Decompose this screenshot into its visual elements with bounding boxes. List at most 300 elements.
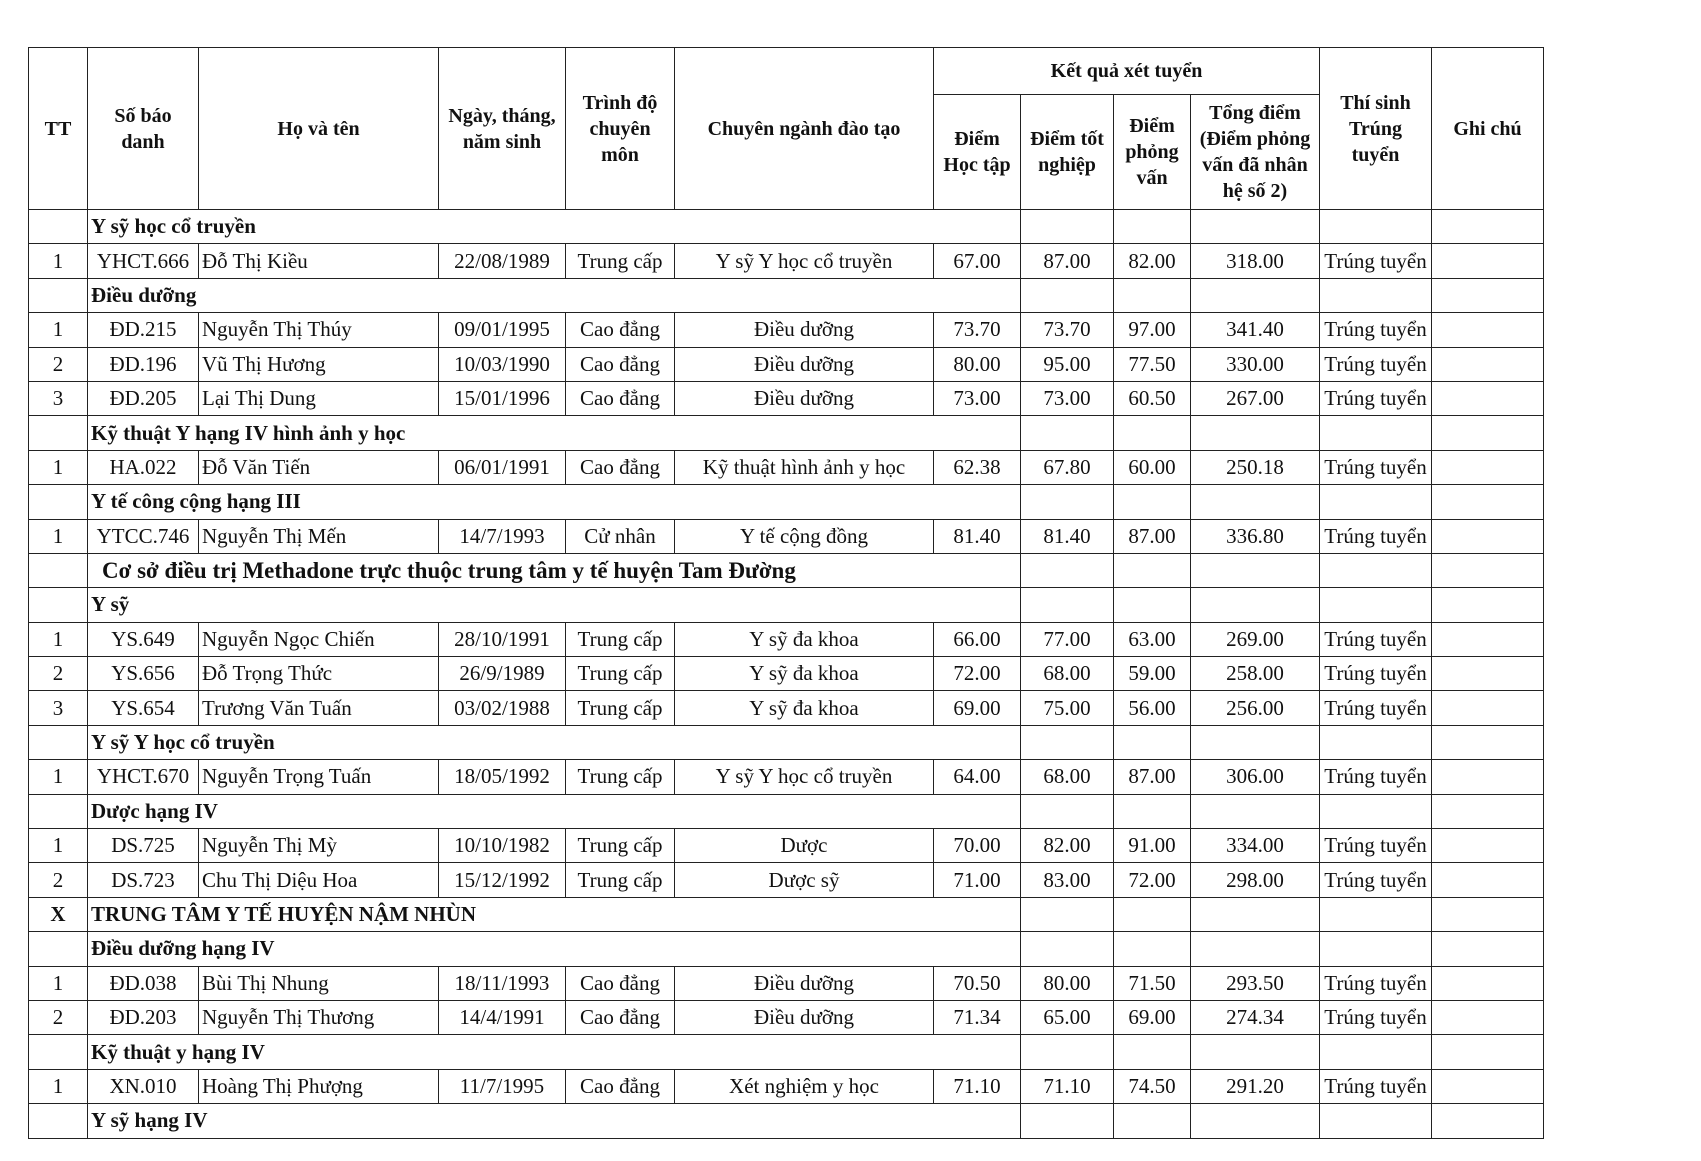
major-cell: Y sỹ Y học cổ truyền (675, 760, 934, 794)
empty-cell (1320, 553, 1432, 587)
table-row (29, 691, 1544, 725)
major-cell: Điều dưỡng (675, 381, 934, 415)
empty-cell (934, 485, 1021, 519)
graduation-score-cell: 65.00 (1021, 1000, 1114, 1034)
passed-cell: Trúng tuyển (1320, 760, 1432, 794)
full-name-cell: Đỗ Trọng Thức (199, 657, 439, 691)
qualification-cell: Cao đẳng (566, 381, 675, 415)
passed-cell: Trúng tuyển (1320, 1000, 1432, 1034)
total-score-cell: 306.00 (1191, 760, 1320, 794)
date-of-birth-cell: 15/12/1992 (439, 863, 566, 897)
tt-cell: 1 (29, 450, 88, 484)
header-study-score: Điểm Học tập (934, 95, 1021, 210)
date-of-birth-cell: 15/01/1996 (439, 381, 566, 415)
full-name-cell: Chu Thị Diệu Hoa (199, 863, 439, 897)
header-qualification: Trình độ chuyên môn (566, 48, 675, 210)
group-heading: Điều dưỡng (88, 278, 934, 312)
date-of-birth-cell: 09/01/1995 (439, 313, 566, 347)
empty-cell (1021, 588, 1114, 622)
study-score-cell: 73.70 (934, 313, 1021, 347)
major-cell: Dược (675, 829, 934, 863)
table-row (29, 622, 1544, 656)
empty-cell (1114, 1104, 1191, 1138)
qualification-cell: Trung cấp (566, 691, 675, 725)
study-score-cell: 72.00 (934, 657, 1021, 691)
study-score-cell: 73.00 (934, 381, 1021, 415)
table-row (29, 863, 1544, 897)
empty-cell (1320, 897, 1432, 931)
group-heading-row (29, 416, 1544, 450)
empty-cell (1114, 553, 1191, 587)
candidate-number-cell: XN.010 (88, 1069, 199, 1103)
empty-cell (934, 932, 1021, 966)
empty-cell (1432, 553, 1544, 587)
tt-cell (29, 1104, 88, 1138)
unit-heading-row (29, 553, 1544, 587)
graduation-score-cell: 68.00 (1021, 760, 1114, 794)
graduation-score-cell: 75.00 (1021, 691, 1114, 725)
graduation-score-cell: 83.00 (1021, 863, 1114, 897)
note-cell (1432, 760, 1544, 794)
empty-cell (934, 588, 1021, 622)
full-name-cell: Vũ Thị Hương (199, 347, 439, 381)
qualification-cell: Cao đẳng (566, 1000, 675, 1034)
header-candidate-number: Số báo danh (88, 48, 199, 210)
note-cell (1432, 622, 1544, 656)
passed-cell: Trúng tuyển (1320, 244, 1432, 278)
tt-cell: 2 (29, 657, 88, 691)
passed-cell: Trúng tuyển (1320, 1069, 1432, 1103)
tt-cell: 1 (29, 829, 88, 863)
note-cell (1432, 1000, 1544, 1034)
total-score-cell: 318.00 (1191, 244, 1320, 278)
empty-cell (1114, 210, 1191, 244)
empty-cell (1021, 1104, 1114, 1138)
interview-score-cell: 87.00 (1114, 760, 1191, 794)
empty-cell (1432, 210, 1544, 244)
empty-cell (1320, 416, 1432, 450)
date-of-birth-cell: 03/02/1988 (439, 691, 566, 725)
tt-cell: 3 (29, 381, 88, 415)
empty-cell (1191, 210, 1320, 244)
empty-cell (1320, 278, 1432, 312)
table-row (29, 966, 1544, 1000)
table-row (29, 1000, 1544, 1034)
empty-cell (1191, 1035, 1320, 1069)
table-row (29, 381, 1544, 415)
tt-cell (29, 416, 88, 450)
empty-cell (1320, 485, 1432, 519)
table-row (29, 450, 1544, 484)
major-cell: Y sỹ đa khoa (675, 657, 934, 691)
group-heading: Y sỹ (88, 588, 934, 622)
date-of-birth-cell: 14/7/1993 (439, 519, 566, 553)
note-cell (1432, 450, 1544, 484)
note-cell (1432, 691, 1544, 725)
study-score-cell: 67.00 (934, 244, 1021, 278)
empty-cell (934, 897, 1021, 931)
qualification-cell: Cao đẳng (566, 313, 675, 347)
empty-cell (1320, 588, 1432, 622)
total-score-cell: 293.50 (1191, 966, 1320, 1000)
date-of-birth-cell: 18/05/1992 (439, 760, 566, 794)
group-heading-row (29, 932, 1544, 966)
full-name-cell: Lại Thị Dung (199, 381, 439, 415)
empty-cell (1432, 1035, 1544, 1069)
study-score-cell: 71.34 (934, 1000, 1021, 1034)
results-document (28, 47, 1544, 1139)
date-of-birth-cell: 18/11/1993 (439, 966, 566, 1000)
interview-score-cell: 56.00 (1114, 691, 1191, 725)
date-of-birth-cell: 10/10/1982 (439, 829, 566, 863)
passed-cell: Trúng tuyển (1320, 313, 1432, 347)
interview-score-cell: 87.00 (1114, 519, 1191, 553)
note-cell (1432, 347, 1544, 381)
empty-cell (1021, 416, 1114, 450)
tt-cell (29, 588, 88, 622)
table-row (29, 829, 1544, 863)
graduation-score-cell: 95.00 (1021, 347, 1114, 381)
interview-score-cell: 82.00 (1114, 244, 1191, 278)
empty-cell (1320, 932, 1432, 966)
note-cell (1432, 657, 1544, 691)
empty-cell (1432, 416, 1544, 450)
total-score-cell: 256.00 (1191, 691, 1320, 725)
passed-cell: Trúng tuyển (1320, 381, 1432, 415)
qualification-cell: Trung cấp (566, 863, 675, 897)
note-cell (1432, 381, 1544, 415)
study-score-cell: 62.38 (934, 450, 1021, 484)
header-total-score: Tổng điểm (Điểm phỏng vấn đã nhân hệ số 2) (1191, 95, 1320, 210)
empty-cell (1191, 588, 1320, 622)
header-major: Chuyên ngành đào tạo (675, 48, 934, 210)
total-score-cell: 334.00 (1191, 829, 1320, 863)
empty-cell (1114, 1035, 1191, 1069)
passed-cell: Trúng tuyển (1320, 966, 1432, 1000)
date-of-birth-cell: 11/7/1995 (439, 1069, 566, 1103)
total-score-cell: 250.18 (1191, 450, 1320, 484)
full-name-cell: Nguyễn Thị Mến (199, 519, 439, 553)
qualification-cell: Trung cấp (566, 829, 675, 863)
candidate-number-cell: DS.723 (88, 863, 199, 897)
tt-cell (29, 725, 88, 759)
tt-cell (29, 932, 88, 966)
empty-cell (1432, 1104, 1544, 1138)
tt-cell: 1 (29, 519, 88, 553)
empty-cell (1432, 794, 1544, 828)
tt-cell: 3 (29, 691, 88, 725)
total-score-cell: 298.00 (1191, 863, 1320, 897)
candidate-number-cell: YS.654 (88, 691, 199, 725)
date-of-birth-cell: 28/10/1991 (439, 622, 566, 656)
major-cell: Điều dưỡng (675, 966, 934, 1000)
interview-score-cell: 60.00 (1114, 450, 1191, 484)
full-name-cell: Hoàng Thị Phượng (199, 1069, 439, 1103)
empty-cell (1021, 485, 1114, 519)
graduation-score-cell: 73.70 (1021, 313, 1114, 347)
empty-cell (1021, 1035, 1114, 1069)
group-heading-row (29, 278, 1544, 312)
major-cell: Y sỹ đa khoa (675, 691, 934, 725)
date-of-birth-cell: 06/01/1991 (439, 450, 566, 484)
group-heading: Y sỹ học cổ truyền (88, 210, 934, 244)
empty-cell (934, 210, 1021, 244)
empty-cell (1432, 725, 1544, 759)
header-full-name: Họ và tên (199, 48, 439, 210)
interview-score-cell: 69.00 (1114, 1000, 1191, 1034)
full-name-cell: Đỗ Văn Tiến (199, 450, 439, 484)
interview-score-cell: 77.50 (1114, 347, 1191, 381)
group-heading: Y tế công cộng hạng III (88, 485, 934, 519)
tt-cell: 2 (29, 1000, 88, 1034)
note-cell (1432, 519, 1544, 553)
table-row (29, 313, 1544, 347)
tt-cell (29, 485, 88, 519)
candidate-number-cell: ĐD.205 (88, 381, 199, 415)
interview-score-cell: 63.00 (1114, 622, 1191, 656)
empty-cell (934, 416, 1021, 450)
group-heading: TRUNG TÂM Y TẾ HUYỆN NẬM NHÙN (88, 897, 934, 931)
note-cell (1432, 1069, 1544, 1103)
total-score-cell: 258.00 (1191, 657, 1320, 691)
graduation-score-cell: 67.80 (1021, 450, 1114, 484)
empty-cell (1114, 588, 1191, 622)
table-row (29, 760, 1544, 794)
graduation-score-cell: 87.00 (1021, 244, 1114, 278)
passed-cell: Trúng tuyển (1320, 691, 1432, 725)
empty-cell (1114, 932, 1191, 966)
passed-cell: Trúng tuyển (1320, 829, 1432, 863)
group-heading: Kỹ thuật y hạng IV (88, 1035, 934, 1069)
total-score-cell: 291.20 (1191, 1069, 1320, 1103)
major-cell: Y tế cộng đồng (675, 519, 934, 553)
group-heading-row (29, 210, 1544, 244)
group-heading: Y sỹ hạng IV (88, 1104, 934, 1138)
study-score-cell: 70.50 (934, 966, 1021, 1000)
candidate-number-cell: ĐD.215 (88, 313, 199, 347)
empty-cell (1114, 485, 1191, 519)
full-name-cell: Nguyễn Ngọc Chiến (199, 622, 439, 656)
group-heading-row (29, 485, 1544, 519)
empty-cell (1191, 1104, 1320, 1138)
note-cell (1432, 966, 1544, 1000)
passed-cell: Trúng tuyển (1320, 657, 1432, 691)
note-cell (1432, 313, 1544, 347)
graduation-score-cell: 81.40 (1021, 519, 1114, 553)
interview-score-cell: 74.50 (1114, 1069, 1191, 1103)
header-graduation-score: Điểm tốt nghiệp (1021, 95, 1114, 210)
interview-score-cell: 60.50 (1114, 381, 1191, 415)
major-cell: Điều dưỡng (675, 1000, 934, 1034)
tt-cell: 1 (29, 1069, 88, 1103)
empty-cell (1320, 1035, 1432, 1069)
empty-cell (1114, 278, 1191, 312)
full-name-cell: Nguyễn Trọng Tuấn (199, 760, 439, 794)
study-score-cell: 64.00 (934, 760, 1021, 794)
group-heading: Dược hạng IV (88, 794, 934, 828)
tt-cell: 2 (29, 347, 88, 381)
empty-cell (1114, 794, 1191, 828)
passed-cell: Trúng tuyển (1320, 450, 1432, 484)
group-heading-row (29, 1104, 1544, 1138)
candidate-number-cell: DS.725 (88, 829, 199, 863)
passed-cell: Trúng tuyển (1320, 622, 1432, 656)
major-cell: Điều dưỡng (675, 313, 934, 347)
empty-cell (1021, 553, 1114, 587)
table-row (29, 347, 1544, 381)
full-name-cell: Trương Văn Tuấn (199, 691, 439, 725)
group-heading-row (29, 897, 1544, 931)
empty-cell (934, 553, 1021, 587)
graduation-score-cell: 77.00 (1021, 622, 1114, 656)
graduation-score-cell: 71.10 (1021, 1069, 1114, 1103)
interview-score-cell: 72.00 (1114, 863, 1191, 897)
full-name-cell: Đỗ Thị Kiều (199, 244, 439, 278)
total-score-cell: 267.00 (1191, 381, 1320, 415)
study-score-cell: 71.00 (934, 863, 1021, 897)
study-score-cell: 70.00 (934, 829, 1021, 863)
major-cell: Xét nghiệm y học (675, 1069, 934, 1103)
empty-cell (1021, 725, 1114, 759)
tt-cell: 2 (29, 863, 88, 897)
empty-cell (1320, 725, 1432, 759)
passed-cell: Trúng tuyển (1320, 519, 1432, 553)
group-heading: Điều dưỡng hạng IV (88, 932, 934, 966)
qualification-cell: Cao đẳng (566, 966, 675, 1000)
note-cell (1432, 863, 1544, 897)
header-result-group: Kết quả xét tuyển (934, 48, 1320, 95)
empty-cell (934, 725, 1021, 759)
tt-cell (29, 1035, 88, 1069)
qualification-cell: Trung cấp (566, 657, 675, 691)
total-score-cell: 341.40 (1191, 313, 1320, 347)
candidate-number-cell: ĐD.196 (88, 347, 199, 381)
empty-cell (1432, 897, 1544, 931)
tt-cell: 1 (29, 760, 88, 794)
empty-cell (1021, 932, 1114, 966)
candidate-number-cell: YS.649 (88, 622, 199, 656)
date-of-birth-cell: 26/9/1989 (439, 657, 566, 691)
table-row (29, 1069, 1544, 1103)
candidate-number-cell: ĐD.203 (88, 1000, 199, 1034)
empty-cell (1191, 897, 1320, 931)
date-of-birth-cell: 22/08/1989 (439, 244, 566, 278)
table-body (29, 210, 1544, 1139)
qualification-cell: Trung cấp (566, 622, 675, 656)
major-cell: Điều dưỡng (675, 347, 934, 381)
graduation-score-cell: 73.00 (1021, 381, 1114, 415)
candidate-number-cell: YTCC.746 (88, 519, 199, 553)
empty-cell (934, 1104, 1021, 1138)
empty-cell (1191, 725, 1320, 759)
major-cell: Y sỹ đa khoa (675, 622, 934, 656)
table-row (29, 657, 1544, 691)
tt-cell: X (29, 897, 88, 931)
full-name-cell: Nguyễn Thị Thúy (199, 313, 439, 347)
tt-cell (29, 794, 88, 828)
study-score-cell: 80.00 (934, 347, 1021, 381)
empty-cell (1114, 897, 1191, 931)
total-score-cell: 269.00 (1191, 622, 1320, 656)
empty-cell (1432, 588, 1544, 622)
qualification-cell: Trung cấp (566, 244, 675, 278)
header-note: Ghi chú (1432, 48, 1544, 210)
empty-cell (1021, 897, 1114, 931)
empty-cell (1021, 210, 1114, 244)
header-passed: Thí sinh Trúng tuyển (1320, 48, 1432, 210)
qualification-cell: Trung cấp (566, 760, 675, 794)
empty-cell (1191, 278, 1320, 312)
passed-cell: Trúng tuyển (1320, 863, 1432, 897)
empty-cell (1432, 485, 1544, 519)
group-heading-row (29, 725, 1544, 759)
group-heading-row (29, 794, 1544, 828)
results-table (28, 47, 1544, 1139)
tt-cell: 1 (29, 966, 88, 1000)
empty-cell (1191, 932, 1320, 966)
major-cell: Kỹ thuật hình ảnh y học (675, 450, 934, 484)
tt-cell (29, 210, 88, 244)
interview-score-cell: 71.50 (1114, 966, 1191, 1000)
study-score-cell: 71.10 (934, 1069, 1021, 1103)
empty-cell (1432, 932, 1544, 966)
tt-cell (29, 278, 88, 312)
note-cell (1432, 829, 1544, 863)
empty-cell (1114, 725, 1191, 759)
empty-cell (1320, 1104, 1432, 1138)
unit-heading: Cơ sở điều trị Methadone trực thuộc trung tâm y tế huyện Tam Đường (88, 553, 934, 587)
empty-cell (1191, 553, 1320, 587)
graduation-score-cell: 82.00 (1021, 829, 1114, 863)
header-interview-score: Điểm phỏng vấn (1114, 95, 1191, 210)
candidate-number-cell: YHCT.670 (88, 760, 199, 794)
empty-cell (934, 278, 1021, 312)
major-cell: Y sỹ Y học cổ truyền (675, 244, 934, 278)
empty-cell (1191, 485, 1320, 519)
empty-cell (1320, 794, 1432, 828)
major-cell: Dược sỹ (675, 863, 934, 897)
empty-cell (1021, 794, 1114, 828)
graduation-score-cell: 68.00 (1021, 657, 1114, 691)
candidate-number-cell: YS.656 (88, 657, 199, 691)
empty-cell (1021, 278, 1114, 312)
header-date-of-birth: Ngày, tháng, năm sinh (439, 48, 566, 210)
qualification-cell: Cao đẳng (566, 1069, 675, 1103)
group-heading: Y sỹ Y học cổ truyền (88, 725, 934, 759)
interview-score-cell: 97.00 (1114, 313, 1191, 347)
graduation-score-cell: 80.00 (1021, 966, 1114, 1000)
tt-cell (29, 553, 88, 587)
table-row (29, 519, 1544, 553)
full-name-cell: Bùi Thị Nhung (199, 966, 439, 1000)
total-score-cell: 336.80 (1191, 519, 1320, 553)
header-tt: TT (29, 48, 88, 210)
group-heading: Kỹ thuật Y hạng IV hình ảnh y học (88, 416, 934, 450)
empty-cell (1320, 210, 1432, 244)
passed-cell: Trúng tuyển (1320, 347, 1432, 381)
candidate-number-cell: YHCT.666 (88, 244, 199, 278)
empty-cell (1432, 278, 1544, 312)
tt-cell: 1 (29, 622, 88, 656)
total-score-cell: 274.34 (1191, 1000, 1320, 1034)
qualification-cell: Cao đẳng (566, 450, 675, 484)
empty-cell (934, 794, 1021, 828)
total-score-cell: 330.00 (1191, 347, 1320, 381)
interview-score-cell: 59.00 (1114, 657, 1191, 691)
full-name-cell: Nguyễn Thị Mỳ (199, 829, 439, 863)
tt-cell: 1 (29, 244, 88, 278)
study-score-cell: 81.40 (934, 519, 1021, 553)
